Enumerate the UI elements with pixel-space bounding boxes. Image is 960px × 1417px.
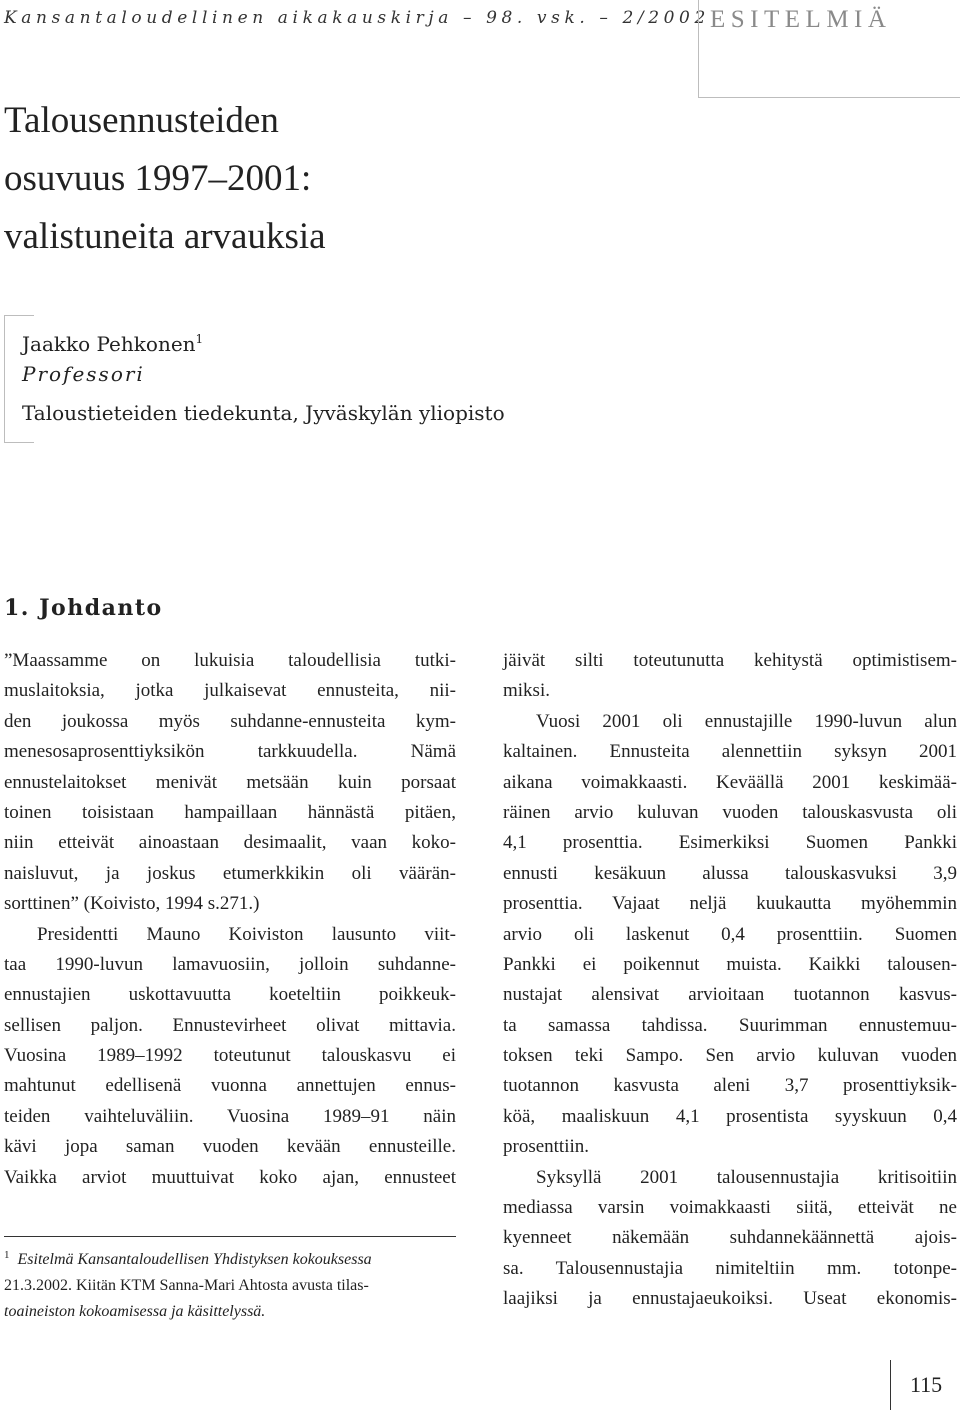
title-line: valistuneita arvauksia bbox=[4, 216, 326, 257]
text-line: Vuosina 1989–1992 toteutunut talouskasvu ei bbox=[4, 1045, 456, 1067]
text-line: jäivät silti toteutunutta kehitystä optimistisem- bbox=[503, 650, 957, 671]
text-line: nustajat alensivat arvioitaan tuotannon kasvus- bbox=[503, 984, 957, 1006]
text-line: sorttinen” (Koivisto, 1994 s.271.) bbox=[4, 893, 260, 915]
left-column bbox=[4, 646, 456, 1193]
section-heading: 1. Johdanto bbox=[4, 595, 163, 621]
footnote-line: toaineiston kokoamisessa ja käsittelyssä. bbox=[4, 1303, 266, 1320]
footnote-text: Esitelmä Kansantaloudellisen Yhdistyksen kokouksessa bbox=[17, 1251, 372, 1268]
footnote bbox=[4, 1242, 456, 1325]
text-line: toinen toisistaan hampaillaan hännästä pitäen, bbox=[4, 801, 456, 823]
text-line: köä, maaliskuun 4,1 prosentista syyskuun 0,4 bbox=[503, 1105, 957, 1127]
text-line: Vaikka arviot muuttuivat koko ajan, ennusteet bbox=[4, 1166, 456, 1188]
text-line: naisluvut, ja joskus etumerkkikin oli väärän- bbox=[4, 862, 456, 884]
text-line: kaltainen. Ennusteita alennettiin syksyn 2001 bbox=[503, 741, 957, 763]
footnote-line bbox=[4, 1242, 456, 1273]
right-column bbox=[503, 646, 957, 1315]
text-line: Pankki ei poikennut muista. Kaikki talousen- bbox=[503, 953, 957, 975]
title-line: Talousennusteiden bbox=[4, 100, 279, 141]
text-line: Vuosi 2001 oli ennustajille 1990-luvun alun bbox=[536, 710, 957, 732]
text-line: muslaitoksia, jotka julkaisevat ennusteita, nii- bbox=[4, 680, 456, 702]
text-line: ennustajien uskottavuutta koeteltiin poikkeuk- bbox=[4, 984, 456, 1006]
text-line: ta samassa tahdissa. Suurimman ennustemuu- bbox=[503, 1014, 957, 1036]
footnote-rule bbox=[4, 1236, 456, 1237]
text-line: laajiksi ja ennustajaeukoiksi. Useat ekonomis- bbox=[503, 1288, 957, 1310]
text-line: miksi. bbox=[503, 680, 550, 702]
author-name-text: Jaakko Pehkonen bbox=[22, 332, 196, 356]
text-line: aikana voimakkaasti. Keväällä 2001 keskimää- bbox=[503, 771, 957, 793]
footnote-marker: 1 bbox=[4, 1249, 10, 1261]
text-line: niin etteivät ainoastaan desimaalit, vaan koko- bbox=[4, 832, 456, 854]
text-line: toksen teki Sampo. Sen arvio kuluvan vuoden bbox=[503, 1045, 957, 1067]
text-line: ennustelaitokset menivät metsään kuin porsaat bbox=[4, 771, 456, 793]
author-footnote-marker: 1 bbox=[195, 332, 204, 346]
text-line: räinen arvio kuluvan vuoden talouskasvusta oli bbox=[503, 801, 957, 823]
title-line: osuvuus 1997–2001: bbox=[4, 158, 312, 199]
section-label: ESITELMIÄ bbox=[710, 6, 892, 33]
text-line: teiden vaihteluväliin. Vuosina 1989–91 näin bbox=[4, 1105, 456, 1127]
text-line: Syksyllä 2001 talousennustajia kritisoitiin bbox=[536, 1166, 957, 1188]
author-title: Professori bbox=[22, 362, 145, 386]
text-line: kyenneet näkemään suhdannekäännettä ajois- bbox=[503, 1227, 957, 1249]
text-line: taa 1990-luvun lamavuosiin, jolloin suhdanne- bbox=[4, 953, 456, 975]
text-line: den joukossa myös suhdanne-ennusteita kym- bbox=[4, 710, 456, 732]
text-line: ”Maassamme on lukuisia taloudellisia tutki- bbox=[4, 650, 456, 671]
article-title bbox=[4, 92, 326, 266]
text-line: kävi jopa saman vuoden kevään ennusteille. bbox=[4, 1136, 456, 1158]
footnote-line: 21.3.2002. Kiitän KTM Sanna-Mari Ahtosta avusta tilas- bbox=[4, 1277, 369, 1294]
page-number-rule bbox=[890, 1360, 891, 1410]
text-line: Presidentti Mauno Koiviston lausunto viit- bbox=[37, 923, 456, 945]
text-line: 4,1 prosenttia. Esimerkiksi Suomen Pankki bbox=[503, 832, 957, 854]
text-line: arvio oli laskenut 0,4 prosenttiin. Suomen bbox=[503, 923, 957, 945]
text-line: sa. Talousennustajia nimiteltiin mm. totonpe- bbox=[503, 1257, 957, 1279]
author-name bbox=[22, 332, 203, 356]
text-line: sellisen paljon. Ennustevirheet olivat mittavia. bbox=[4, 1014, 456, 1036]
text-line: mediassa varsin voimakkaasti siitä, etteivät ne bbox=[503, 1197, 957, 1219]
text-line: ennusti kesäkuun alussa talouskasvuksi 3,9 bbox=[503, 862, 957, 884]
journal-header: Kansantaloudellinen aikakauskirja – 98. vsk. – 2/2002 bbox=[4, 8, 710, 28]
text-line: tuotannon kasvusta aleni 3,7 prosenttiyksik- bbox=[503, 1075, 957, 1097]
page-number: 115 bbox=[910, 1372, 943, 1397]
text-line: prosenttiin. bbox=[503, 1136, 590, 1158]
text-line: prosenttia. Vajaat neljä kuukautta myöhemmin bbox=[503, 893, 957, 915]
author-affiliation: Taloustieteiden tiedekunta, Jyväskylän yliopisto bbox=[22, 401, 505, 425]
text-line: mahtunut edellisenä vuonna annettujen ennus- bbox=[4, 1075, 456, 1097]
text-line: menesosaprosenttiyksikön tarkkuudella. Nämä bbox=[4, 741, 456, 763]
